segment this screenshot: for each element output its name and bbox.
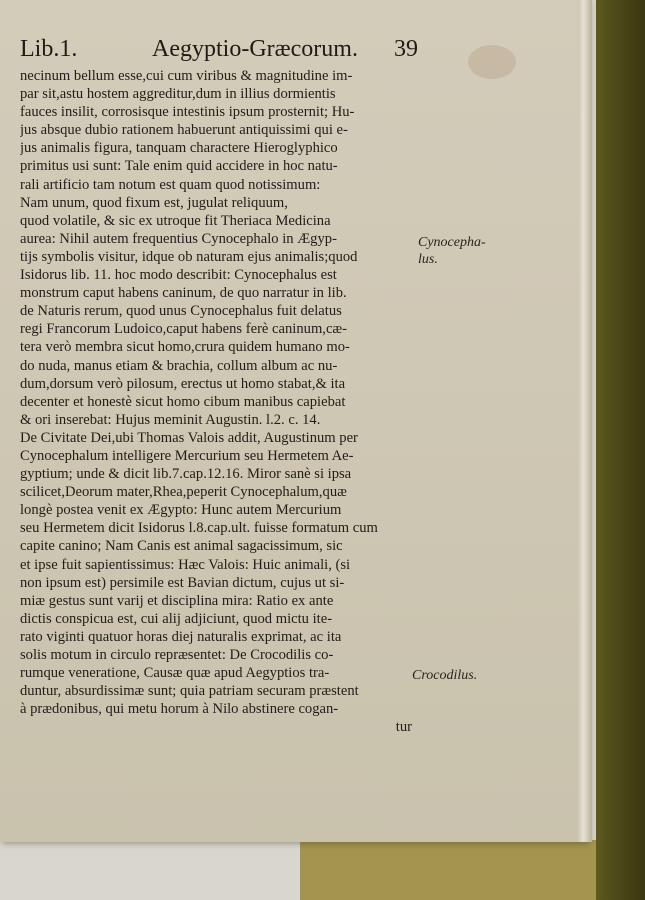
text-line: Nam unum, quod fixum est, jugulat reliquum, xyxy=(20,194,288,211)
running-title: Aegyptio-Græcorum. xyxy=(152,36,358,62)
text-line: miæ gestus sunt varij et disciplina mira: Ratio ex ante xyxy=(20,592,334,609)
text-line: tur xyxy=(395,719,412,736)
text-line: Cynocephalum intelligere Mercurium seu Hermetem Ae- xyxy=(20,447,354,464)
page-edge xyxy=(578,0,592,842)
running-header xyxy=(20,36,440,68)
text-line: necinum bellum esse,cui cum viribus & magnitudine im- xyxy=(20,68,353,84)
text-line: dum,dorsum verò pilosum, erectus ut homo stabat,& ita xyxy=(20,375,346,392)
text-line: regi Francorum Ludoico,caput habens ferè caninum,cæ- xyxy=(20,321,348,338)
text-line: solis motum in circulo repræsentet: De Crocodilis co- xyxy=(20,647,334,663)
text-line: non ipsum est) persimile est Bavian dictum, cujus ut si- xyxy=(20,574,345,591)
text-line: par sit,astu hostem aggreditur,dum in illius dormientis xyxy=(20,86,336,103)
text-line: Isidorus lib. 11. hoc modo describit: Cynocephalus est xyxy=(20,267,337,284)
text-line: do nuda, manus etiam & brachia, collum album ac nu- xyxy=(20,357,338,374)
margin-note-cynocephalus: Cynocepha- xyxy=(418,235,486,250)
body-text xyxy=(20,67,412,736)
text-line: decenter et honestè sicut homo cibum manibus capiebat xyxy=(20,393,346,410)
text-line: scilicet,Deorum mater,Rhea,peperit Cynocephalum,quæ xyxy=(20,484,347,501)
page-number: 39 xyxy=(394,36,418,62)
text-line: rali artificio tam notum est quam quod notissimum: xyxy=(20,176,321,193)
text-line: jus animalis figura, tanquam charactere Hieroglyphico xyxy=(20,140,338,157)
text-line: et ipse fuit sapientissimus: Hæc Valois: Huic animali, (si xyxy=(20,556,351,573)
cloth-background xyxy=(300,840,645,900)
table-surface xyxy=(0,845,300,900)
text-line: De Civitate Dei,ubi Thomas Valois addit, Augustinum per xyxy=(20,429,358,446)
text-line: capite canino; Nam Canis est animal sagacissimum, sic xyxy=(20,538,343,555)
text-line: gyptium; unde & dicit lib.7.cap.12.16. Miror sanè si ipsa xyxy=(20,466,352,483)
text-line: à prædonibus, qui metu horum à Nilo abstinere cogan- xyxy=(20,701,339,718)
text-line: longè postea venit ex Ægypto: Hunc autem Mercurium xyxy=(20,502,342,519)
text-line: rumque veneratione, Causæ quæ apud Aegyptios tra- xyxy=(20,665,330,682)
text-line: quod volatile, & sic ex utroque fit Theriaca Medicina xyxy=(20,212,331,229)
margin-note-cynocephalus-cont: lus. xyxy=(418,252,438,267)
text-line: duntur, absurdissimæ sunt; quia patriam securam præstent xyxy=(20,683,359,700)
text-line: tijs symbolis visitur, idque ob naturam ejus animalis;quod xyxy=(20,248,358,265)
text-line: rato viginti quatuor horas diej naturalis exprimat, ac ita xyxy=(20,628,342,645)
cloth-background-right xyxy=(596,0,645,900)
text-line: aurea: Nihil autem frequentius Cynocephalo in Ægyp- xyxy=(20,230,337,247)
page-stain xyxy=(468,45,516,79)
margin-note-crocodilus: Crocodilus. xyxy=(412,668,478,683)
text-line: seu Hermetem dicit Isidorus l.8.cap.ult. fuisse formatum cum xyxy=(20,520,378,537)
text-line: monstrum caput habens caninum, de quo narratur in lib. xyxy=(20,285,347,302)
book-number: Lib.1. xyxy=(20,36,78,62)
text-line: jus absque dubio rationem habuerunt antiquissimi qui e- xyxy=(20,122,348,139)
text-line: dictis conspicua est, cui alij adjiciunt, quod mictu ite- xyxy=(20,610,333,627)
text-line: primitus usi sunt: Tale enim quid accidere in hoc natu- xyxy=(20,158,338,175)
text-line: tera verò membra sicut homo,crura quidem humano mo- xyxy=(20,339,350,356)
text-line: & ori inserebat: Hujus meminit Augustin. l.2. c. 14. xyxy=(20,411,321,428)
text-line: de Naturis rerum, quod unus Cynocephalus fuit delatus xyxy=(20,303,342,320)
text-line: fauces insilit, corrosisque intestinis ipsum prosternit; Hu- xyxy=(20,104,355,121)
